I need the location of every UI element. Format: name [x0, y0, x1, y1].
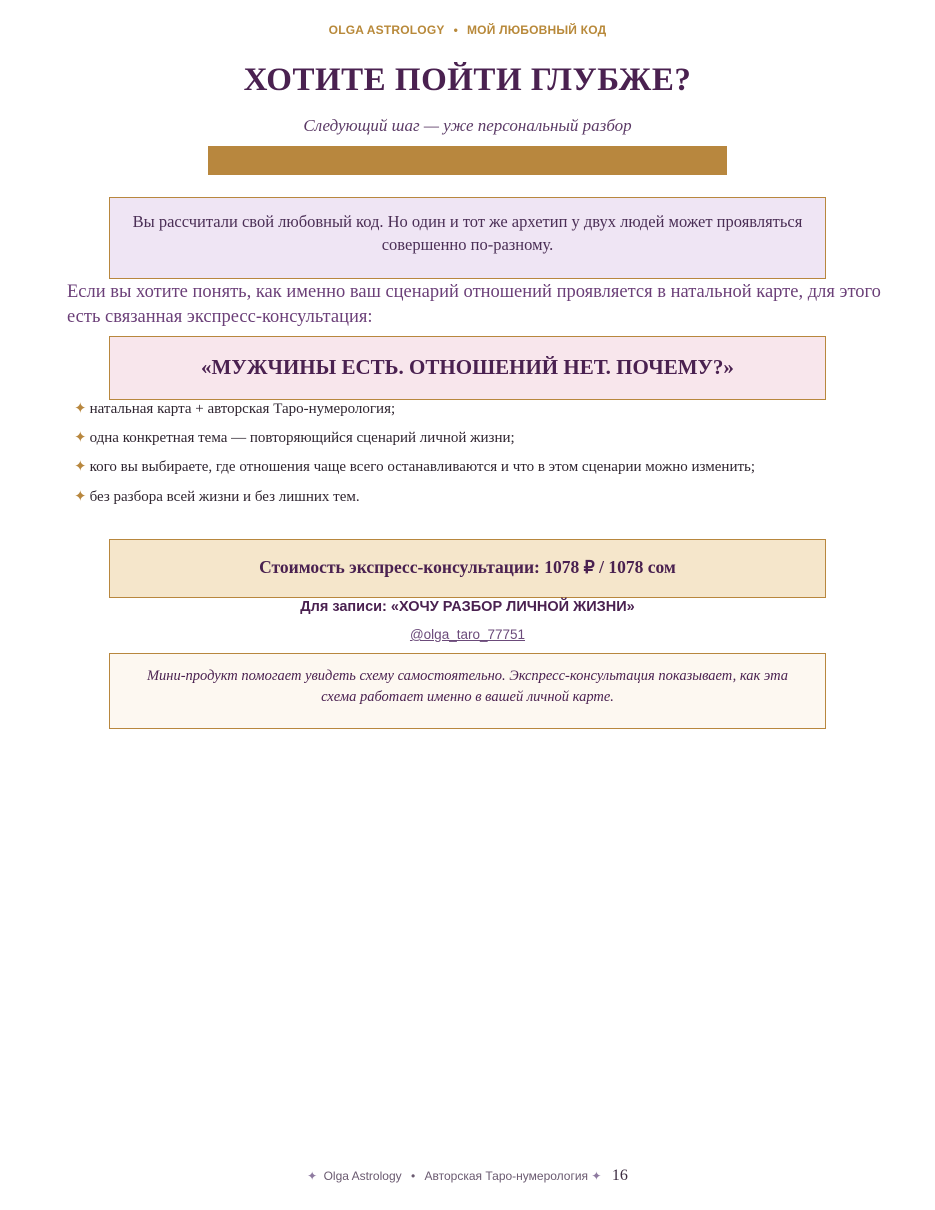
- footer-star-icon: ✦: [591, 1169, 602, 1183]
- header-separator: •: [453, 23, 458, 37]
- feature-list: [74, 399, 834, 516]
- consultation-paragraph: Если вы хотите понять, как именно ваш сценарий отношений проявляется в натальной карте, для этого есть связанная экспресс-консультация:: [67, 282, 881, 327]
- note-box: [109, 653, 826, 729]
- header-brand: OLGA ASTROLOGY: [328, 23, 445, 37]
- list-item: ✦ без разбора всей жизни и без лишних тем.: [74, 489, 360, 505]
- footer-brand: Olga Astrology: [323, 1169, 402, 1183]
- price-box: [109, 539, 826, 598]
- footer-separator: •: [410, 1169, 416, 1183]
- list-item: ✦ кого вы выбираете, где отношения чаще всего останавливаются и что в этом сценарии можно изменить;: [74, 459, 756, 475]
- intro-text: Вы рассчитали свой любовный код. Но один и тот же архетип у двух людей может проявляться совершенно по-разному.: [132, 212, 803, 254]
- page-subtitle: Следующий шаг — уже персональный разбор: [303, 116, 632, 135]
- decorative-gold-bar: [208, 146, 727, 175]
- contact-handle-link[interactable]: @olga_taro_77751: [409, 627, 526, 642]
- footer-star-icon: ✦: [307, 1169, 318, 1183]
- star-icon: ✦: [74, 430, 87, 446]
- list-item: ✦ одна конкретная тема — повторяющийся сценарий личной жизни;: [74, 430, 515, 446]
- note-text: Мини-продукт помогает увидеть схему самостоятельно. Экспресс-консультация показывает, как эта схема работает именно в вашей личной карте.: [146, 668, 789, 705]
- offer-title-box: [109, 336, 826, 400]
- page-number: 16: [611, 1167, 628, 1184]
- list-item: ✦ натальная карта + авторская Таро-нумерология;: [74, 401, 396, 417]
- star-icon: ✦: [74, 489, 87, 505]
- header-section: МОЙ ЛЮБОВНЫЙ КОД: [466, 23, 607, 37]
- contact-handle: [0, 627, 935, 642]
- page-header: [0, 23, 935, 37]
- footer-tagline: Авторская Таро-нумерология: [424, 1169, 589, 1183]
- signup-instruction: Для записи: «ХОЧУ РАЗБОР ЛИЧНОЙ ЖИЗНИ»: [300, 599, 635, 615]
- price-text: Стоимость экспресс-консультации: 1078 ₽ / 1078 сом: [259, 557, 676, 577]
- page-title: ХОТИТЕ ПОЙТИ ГЛУБЖЕ?: [243, 62, 692, 98]
- offer-title: «МУЖЧИНЫ ЕСТЬ. ОТНОШЕНИЙ НЕТ. ПОЧЕМУ?»: [201, 355, 734, 379]
- intro-box: [109, 197, 826, 279]
- page-footer: [0, 1167, 935, 1185]
- star-icon: ✦: [74, 401, 87, 417]
- star-icon: ✦: [74, 459, 87, 475]
